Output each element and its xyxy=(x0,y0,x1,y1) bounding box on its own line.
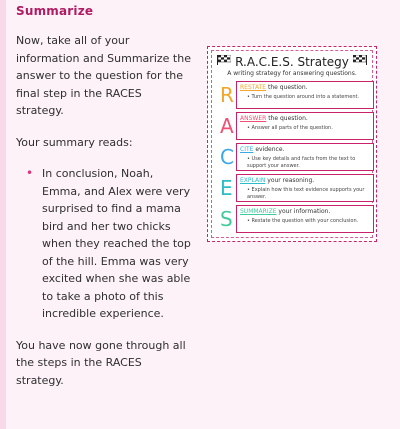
step-text: the question. xyxy=(266,84,308,91)
page-rail xyxy=(0,0,6,429)
card-inner-border xyxy=(211,50,373,238)
intro-paragraph: Now, take all of your information and Summarize the answer to the question for the final step in the RACES strategy. xyxy=(16,34,191,117)
races-strategy-card xyxy=(207,46,377,242)
step-text: evidence. xyxy=(253,146,285,153)
step-bullet: • Use key details and facts from the text to support your answer. xyxy=(247,156,356,169)
races-letter: C xyxy=(220,145,234,169)
summary-list xyxy=(16,165,192,323)
lesson-content xyxy=(16,0,192,389)
races-step-explain xyxy=(236,174,374,202)
section-heading: Summarize xyxy=(16,4,94,18)
step-keyword: CITE xyxy=(240,146,254,153)
step-text: the question. xyxy=(266,115,308,122)
step-keyword: EXPLAIN xyxy=(240,177,266,184)
step-text: your reasoning. xyxy=(265,177,315,184)
races-letter: E xyxy=(220,176,233,200)
step-bullet: • Explain how this text evidence supports your answer. xyxy=(247,187,365,200)
summary-label: Your summary reads: xyxy=(16,135,133,149)
races-step-cite xyxy=(236,143,374,171)
step-bullet: • Answer all parts of the question. xyxy=(247,125,333,131)
closing-paragraph: You have now gone through all the steps in the RACES strategy. xyxy=(16,338,186,387)
step-bullet: • Restate the question with your conclusion. xyxy=(247,218,359,224)
step-keyword: SUMMARIZE xyxy=(240,208,277,215)
races-step-summarize xyxy=(236,205,374,233)
step-text: your information. xyxy=(276,208,331,215)
races-letter: S xyxy=(220,207,233,231)
races-letter: R xyxy=(220,83,234,107)
step-keyword: RESTATE xyxy=(240,84,267,91)
summary-bullet: • In conclusion, Noah, Emma, and Alex were very surprised to find a mama bird and her two chicks when they reached the top of the hill. Emma was very excited when she was able to take a photo of this incredible experience. xyxy=(26,165,192,323)
races-step-answer xyxy=(236,112,374,140)
step-keyword: ANSWER xyxy=(240,115,267,122)
races-step-restate xyxy=(236,81,374,109)
step-bullet: • Turn the question around into a statement. xyxy=(247,94,360,100)
card-title: R.A.C.E.S. Strategy xyxy=(235,55,349,69)
races-letter: A xyxy=(220,114,234,138)
card-subtitle: A writing strategy for answering questions. xyxy=(227,70,357,77)
